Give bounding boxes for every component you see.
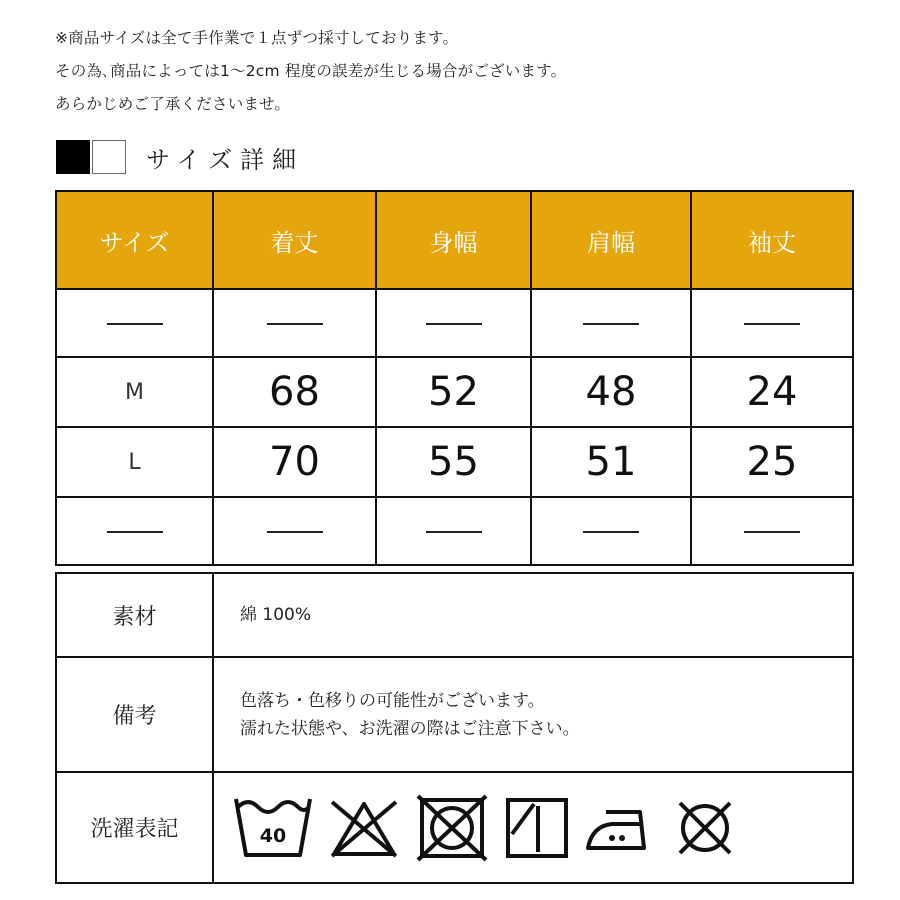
- dash-line: [426, 531, 482, 533]
- empty-cell: [56, 289, 213, 357]
- material-value: 綿 100%: [213, 573, 853, 657]
- shoulder-value: 51: [531, 427, 691, 497]
- length-value: 68: [213, 357, 376, 427]
- iron-medium-icon: [584, 800, 660, 856]
- info-table: [55, 572, 854, 884]
- line-dry-icon: [504, 794, 570, 862]
- width-value: 55: [376, 427, 531, 497]
- length-value: 70: [213, 427, 376, 497]
- table-row-empty: [56, 497, 853, 565]
- empty-cell: [213, 289, 376, 357]
- sleeve-value: 24: [691, 357, 853, 427]
- no-dry-clean-icon: [674, 797, 736, 859]
- section-title-text: サイズ詳細: [146, 145, 305, 174]
- white-square-icon: [92, 140, 126, 174]
- black-square-icon: [56, 140, 90, 174]
- remarks-value: [213, 657, 853, 772]
- header-size: サイズ: [56, 191, 213, 289]
- sleeve-value: 25: [691, 427, 853, 497]
- care-row: [56, 772, 853, 883]
- size-table: [55, 190, 854, 566]
- note-line-1: ※商品サイズは全て手作業で１点ずつ採寸しております。: [55, 29, 459, 47]
- empty-cell: [56, 497, 213, 565]
- empty-cell: [691, 497, 853, 565]
- size-notes: [55, 22, 566, 121]
- remarks-line-2: 濡れた状態や、お洗濯の際はご注意下さい。: [240, 718, 580, 739]
- note-line-2: その為､商品によっては1〜2cm 程度の誤差が生じる場合がございます。: [55, 62, 567, 80]
- remarks-line-1: 色落ち・色移りの可能性がございます。: [240, 690, 545, 711]
- dash-line: [426, 323, 482, 325]
- dash-line: [267, 531, 323, 533]
- table-row: [56, 427, 853, 497]
- empty-cell: [376, 289, 531, 357]
- header-sleeve: 袖丈: [691, 191, 853, 289]
- care-icons-cell: [213, 772, 853, 883]
- no-bleach-icon: [328, 796, 400, 860]
- dash-line: [744, 531, 800, 533]
- dash-line: [583, 323, 639, 325]
- table-row: [56, 357, 853, 427]
- material-row: [56, 573, 853, 657]
- header-width: 身幅: [376, 191, 531, 289]
- note-line-3: あらかじめご了承くださいませ。: [55, 95, 291, 113]
- table-row-empty: [56, 289, 853, 357]
- section-title: [56, 140, 304, 174]
- header-length: 着丈: [213, 191, 376, 289]
- remarks-row: [56, 657, 853, 772]
- wash-40-icon: [232, 793, 314, 863]
- no-tumble-dry-icon: [414, 794, 490, 862]
- material-label: 素材: [56, 573, 213, 657]
- dash-line: [107, 323, 163, 325]
- header-shoulder: 肩幅: [531, 191, 691, 289]
- shoulder-value: 48: [531, 357, 691, 427]
- wash-temp: 40: [259, 824, 287, 847]
- size-label: L: [56, 427, 213, 497]
- empty-cell: [531, 289, 691, 357]
- empty-cell: [691, 289, 853, 357]
- empty-cell: [376, 497, 531, 565]
- size-table-header: [56, 191, 853, 289]
- dash-line: [267, 323, 323, 325]
- dash-line: [583, 531, 639, 533]
- width-value: 52: [376, 357, 531, 427]
- care-label: 洗濯表記: [56, 772, 213, 883]
- dash-line: [107, 531, 163, 533]
- remarks-label: 備考: [56, 657, 213, 772]
- empty-cell: [531, 497, 691, 565]
- size-label: M: [56, 357, 213, 427]
- dash-line: [744, 323, 800, 325]
- care-icons: [214, 793, 852, 863]
- empty-cell: [213, 497, 376, 565]
